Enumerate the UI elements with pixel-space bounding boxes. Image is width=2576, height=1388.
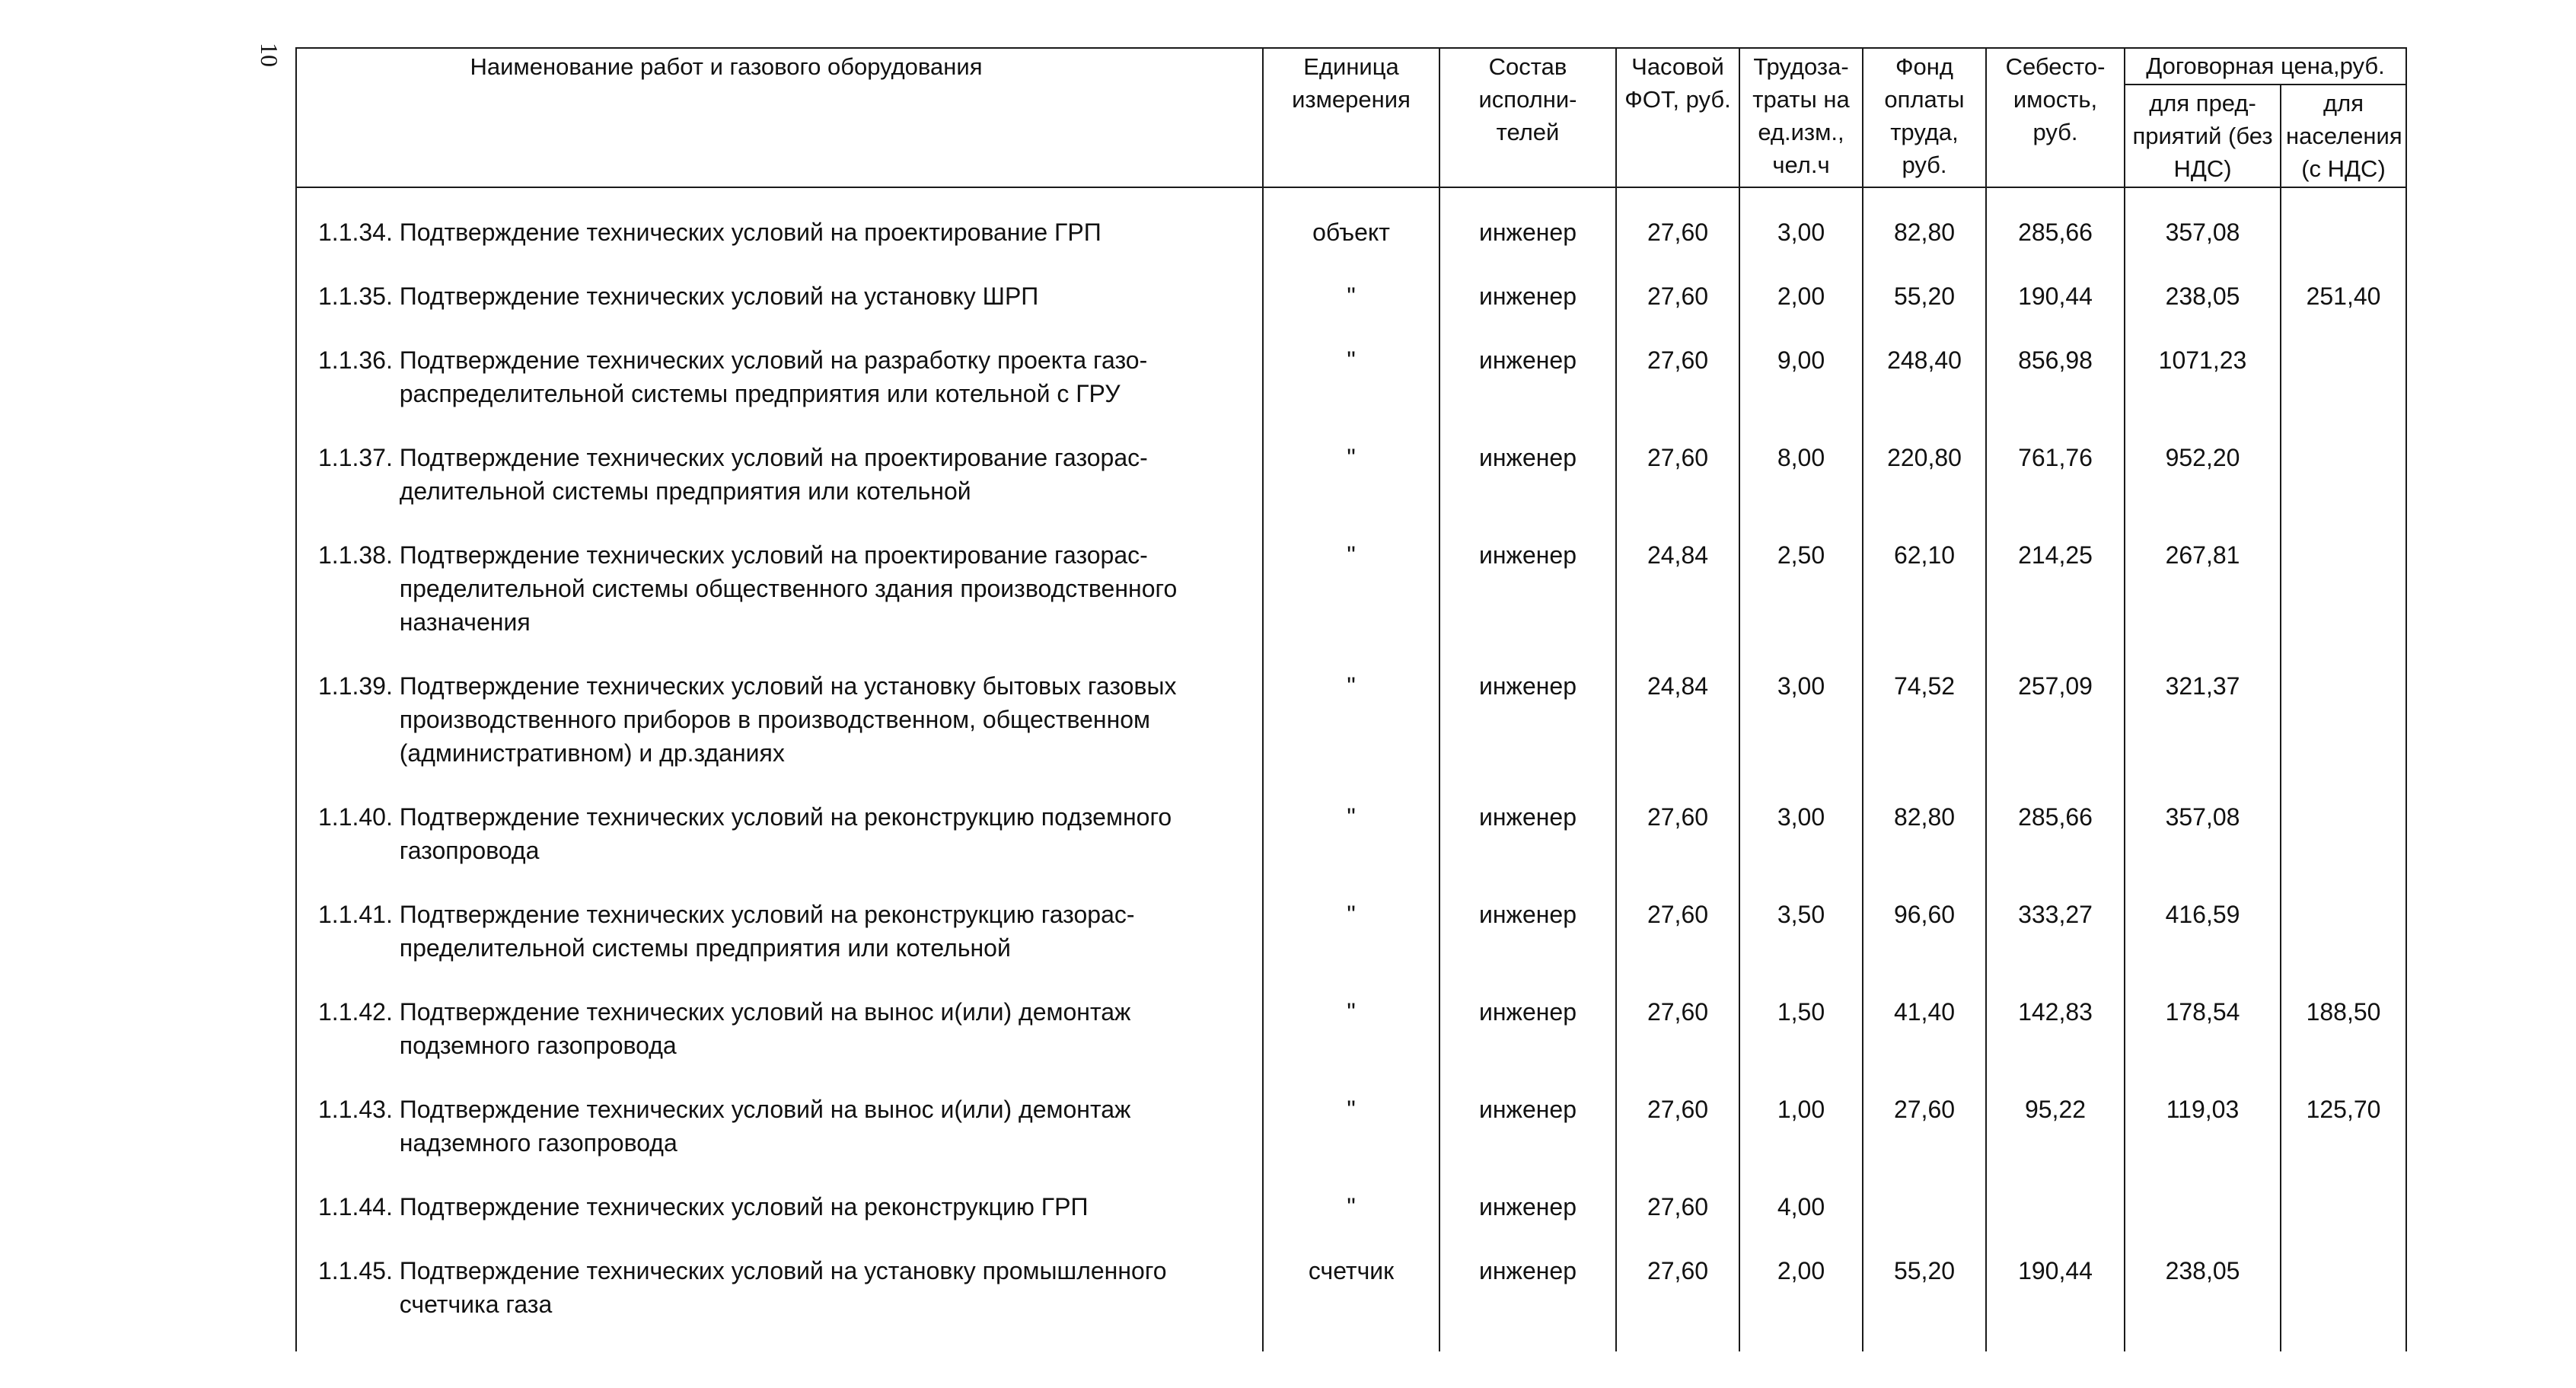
cell-price-population: 188,50 [2281, 995, 2406, 1093]
cell-labor-cost: 2,50 [1739, 538, 1863, 669]
cell-price-enterprises: 238,05 [2125, 279, 2281, 343]
cell-staff: инженер [1439, 441, 1616, 538]
price-table [295, 47, 2407, 1351]
cell-price-enterprises: 119,03 [2125, 1093, 2281, 1190]
cell-price-population [2281, 1190, 2406, 1254]
page-number: 10 [256, 43, 283, 67]
cell-labor-cost: 3,00 [1739, 669, 1863, 800]
item-description: Подтверждение технических условий на реконструкцию ГРП [399, 1193, 1089, 1220]
cell-staff: инженер [1439, 215, 1616, 279]
item-number: 1.1.34. [318, 219, 393, 246]
table-row [296, 898, 2406, 995]
cell-wage-fund: 74,52 [1863, 669, 1986, 800]
cell-hourly-wage: 27,60 [1616, 1254, 1739, 1351]
cell-unit: " [1263, 343, 1439, 441]
cell-price-enterprises: 238,05 [2125, 1254, 2281, 1351]
cell-wage-fund: 82,80 [1863, 800, 1986, 898]
item-number: 1.1.41. [318, 901, 393, 928]
cell-staff: инженер [1439, 995, 1616, 1093]
cell-staff: инженер [1439, 1254, 1616, 1351]
cell-work-name [296, 1093, 1263, 1190]
cell-price-population [2281, 1254, 2406, 1351]
table-row [296, 669, 2406, 800]
cell-wage-fund: 55,20 [1863, 1254, 1986, 1351]
cell-labor-cost: 2,00 [1739, 279, 1863, 343]
cell-staff: инженер [1439, 898, 1616, 995]
item-description: Подтверждение технических условий на вынос и(или) демонтаж надземного газопровода [399, 1096, 1131, 1157]
cell-cost-price: 856,98 [1986, 343, 2125, 441]
header-price-enterprises: для пред- приятий (без НДС) [2125, 85, 2281, 187]
cell-cost-price: 761,76 [1986, 441, 2125, 538]
cell-cost-price: 214,25 [1986, 538, 2125, 669]
cell-hourly-wage: 27,60 [1616, 800, 1739, 898]
cell-price-population [2281, 898, 2406, 995]
cell-hourly-wage: 27,60 [1616, 1093, 1739, 1190]
cell-unit: " [1263, 800, 1439, 898]
cell-hourly-wage: 24,84 [1616, 669, 1739, 800]
cell-labor-cost: 1,00 [1739, 1093, 1863, 1190]
header-cost: Себесто- имость, руб. [1986, 48, 2125, 187]
table-row [296, 1254, 2406, 1351]
cell-work-name [296, 538, 1263, 669]
cell-price-population [2281, 669, 2406, 800]
cell-staff: инженер [1439, 669, 1616, 800]
cell-unit: " [1263, 995, 1439, 1093]
item-number: 1.1.45. [318, 1257, 393, 1284]
cell-unit: " [1263, 1093, 1439, 1190]
cell-labor-cost: 8,00 [1739, 441, 1863, 538]
cell-unit: " [1263, 898, 1439, 995]
cell-labor-cost: 3,50 [1739, 898, 1863, 995]
cell-price-enterprises: 357,08 [2125, 215, 2281, 279]
header-name: Наименование работ и газового оборудования [296, 48, 1263, 187]
cell-wage-fund: 220,80 [1863, 441, 1986, 538]
cell-price-enterprises: 416,59 [2125, 898, 2281, 995]
cell-staff: инженер [1439, 1093, 1616, 1190]
cell-hourly-wage: 27,60 [1616, 279, 1739, 343]
cell-price-enterprises [2125, 1190, 2281, 1254]
cell-price-enterprises: 1071,23 [2125, 343, 2281, 441]
cell-hourly-wage: 27,60 [1616, 995, 1739, 1093]
item-description: Подтверждение технических условий на реконструкцию газорас- пределительной системы предприятия или котельной [399, 901, 1135, 962]
item-number: 1.1.39. [318, 672, 393, 700]
cell-hourly-wage: 27,60 [1616, 898, 1739, 995]
cell-unit: " [1263, 669, 1439, 800]
cell-wage-fund [1863, 1190, 1986, 1254]
cell-wage-fund: 27,60 [1863, 1093, 1986, 1190]
item-description: Подтверждение технических условий на проектирование газорас- делительной системы предприятия или котельной [399, 444, 1148, 505]
cell-wage-fund: 41,40 [1863, 995, 1986, 1093]
item-description: Подтверждение технических условий на разработку проекта газо- распределительной системы предприятия или котельной с ГРУ [399, 346, 1148, 407]
cell-work-name [296, 1190, 1263, 1254]
cell-cost-price [1986, 1190, 2125, 1254]
cell-wage-fund: 82,80 [1863, 215, 1986, 279]
cell-unit: " [1263, 441, 1439, 538]
cell-staff: инженер [1439, 800, 1616, 898]
cell-price-population [2281, 800, 2406, 898]
cell-price-enterprises: 952,20 [2125, 441, 2281, 538]
table-row [296, 538, 2406, 669]
cell-staff: инженер [1439, 343, 1616, 441]
cell-labor-cost: 3,00 [1739, 800, 1863, 898]
cell-wage-fund: 96,60 [1863, 898, 1986, 995]
cell-unit: " [1263, 538, 1439, 669]
cell-wage-fund: 62,10 [1863, 538, 1986, 669]
table-row [296, 1093, 2406, 1190]
cell-price-enterprises: 321,37 [2125, 669, 2281, 800]
cell-price-population: 251,40 [2281, 279, 2406, 343]
cell-labor-cost: 1,50 [1739, 995, 1863, 1093]
cell-unit: " [1263, 1190, 1439, 1254]
item-number: 1.1.40. [318, 803, 393, 831]
cell-work-name [296, 343, 1263, 441]
cell-labor-cost: 2,00 [1739, 1254, 1863, 1351]
cell-price-population [2281, 538, 2406, 669]
spacer-row [296, 187, 2406, 215]
cell-hourly-wage: 27,60 [1616, 441, 1739, 538]
item-number: 1.1.36. [318, 346, 393, 374]
cell-cost-price: 190,44 [1986, 1254, 2125, 1351]
header-fund: Фонд оплаты труда, руб. [1863, 48, 1986, 187]
cell-work-name [296, 898, 1263, 995]
header-price-group: Договорная цена,руб. [2125, 48, 2406, 85]
cell-staff: инженер [1439, 279, 1616, 343]
table-row [296, 215, 2406, 279]
item-number: 1.1.44. [318, 1193, 393, 1220]
table-row [296, 800, 2406, 898]
cell-labor-cost: 4,00 [1739, 1190, 1863, 1254]
item-number: 1.1.43. [318, 1096, 393, 1123]
cell-labor-cost: 3,00 [1739, 215, 1863, 279]
cell-hourly-wage: 24,84 [1616, 538, 1739, 669]
cell-unit: " [1263, 279, 1439, 343]
cell-price-population: 125,70 [2281, 1093, 2406, 1190]
cell-staff: инженер [1439, 538, 1616, 669]
cell-work-name [296, 1254, 1263, 1351]
item-number: 1.1.37. [318, 444, 393, 471]
table-row [296, 995, 2406, 1093]
cell-price-population [2281, 441, 2406, 538]
cell-price-enterprises: 267,81 [2125, 538, 2281, 669]
header-hourly: Часовой ФОТ, руб. [1616, 48, 1739, 187]
cell-cost-price: 257,09 [1986, 669, 2125, 800]
cell-price-population [2281, 215, 2406, 279]
cell-staff: инженер [1439, 1190, 1616, 1254]
item-description: Подтверждение технических условий на установку ШРП [399, 282, 1039, 310]
table-row [296, 441, 2406, 538]
cell-cost-price: 142,83 [1986, 995, 2125, 1093]
table-row [296, 1190, 2406, 1254]
cell-price-enterprises: 357,08 [2125, 800, 2281, 898]
cell-price-population [2281, 343, 2406, 441]
header-staff: Состав исполни- телей [1439, 48, 1616, 187]
item-description: Подтверждение технических условий на установку промышленного счетчика газа [399, 1257, 1167, 1318]
cell-labor-cost: 9,00 [1739, 343, 1863, 441]
header-labor: Трудоза- траты на ед.изм., чел.ч [1739, 48, 1863, 187]
cell-work-name [296, 441, 1263, 538]
cell-cost-price: 285,66 [1986, 800, 2125, 898]
cell-price-enterprises: 178,54 [2125, 995, 2281, 1093]
item-number: 1.1.38. [318, 541, 393, 569]
cell-hourly-wage: 27,60 [1616, 215, 1739, 279]
item-number: 1.1.35. [318, 282, 393, 310]
cell-hourly-wage: 27,60 [1616, 1190, 1739, 1254]
item-description: Подтверждение технических условий на реконструкцию подземного газопровода [399, 803, 1172, 864]
cell-cost-price: 190,44 [1986, 279, 2125, 343]
cell-wage-fund: 55,20 [1863, 279, 1986, 343]
cell-unit: объект [1263, 215, 1439, 279]
cell-work-name [296, 215, 1263, 279]
header-price-population: для населения (с НДС) [2281, 85, 2406, 187]
cell-cost-price: 333,27 [1986, 898, 2125, 995]
item-number: 1.1.42. [318, 998, 393, 1026]
cell-work-name [296, 995, 1263, 1093]
cell-work-name [296, 800, 1263, 898]
table-row [296, 279, 2406, 343]
header-unit: Единица измерения [1263, 48, 1439, 187]
cell-work-name [296, 279, 1263, 343]
item-description: Подтверждение технических условий на проектирование газорас- пределительной системы общественного здания производственного назначения [399, 541, 1178, 636]
cell-cost-price: 285,66 [1986, 215, 2125, 279]
cell-hourly-wage: 27,60 [1616, 343, 1739, 441]
table-header [296, 48, 2406, 187]
item-description: Подтверждение технических условий на проектирование ГРП [399, 219, 1101, 246]
item-description: Подтверждение технических условий на установку бытовых газовых производственного приборов в производственном, общественном (административном) и др.зданиях [399, 672, 1177, 767]
cell-work-name [296, 669, 1263, 800]
cell-wage-fund: 248,40 [1863, 343, 1986, 441]
cell-unit: счетчик [1263, 1254, 1439, 1351]
table-body [296, 187, 2406, 1351]
cell-cost-price: 95,22 [1986, 1093, 2125, 1190]
item-description: Подтверждение технических условий на вынос и(или) демонтаж подземного газопровода [399, 998, 1131, 1059]
table-row [296, 343, 2406, 441]
